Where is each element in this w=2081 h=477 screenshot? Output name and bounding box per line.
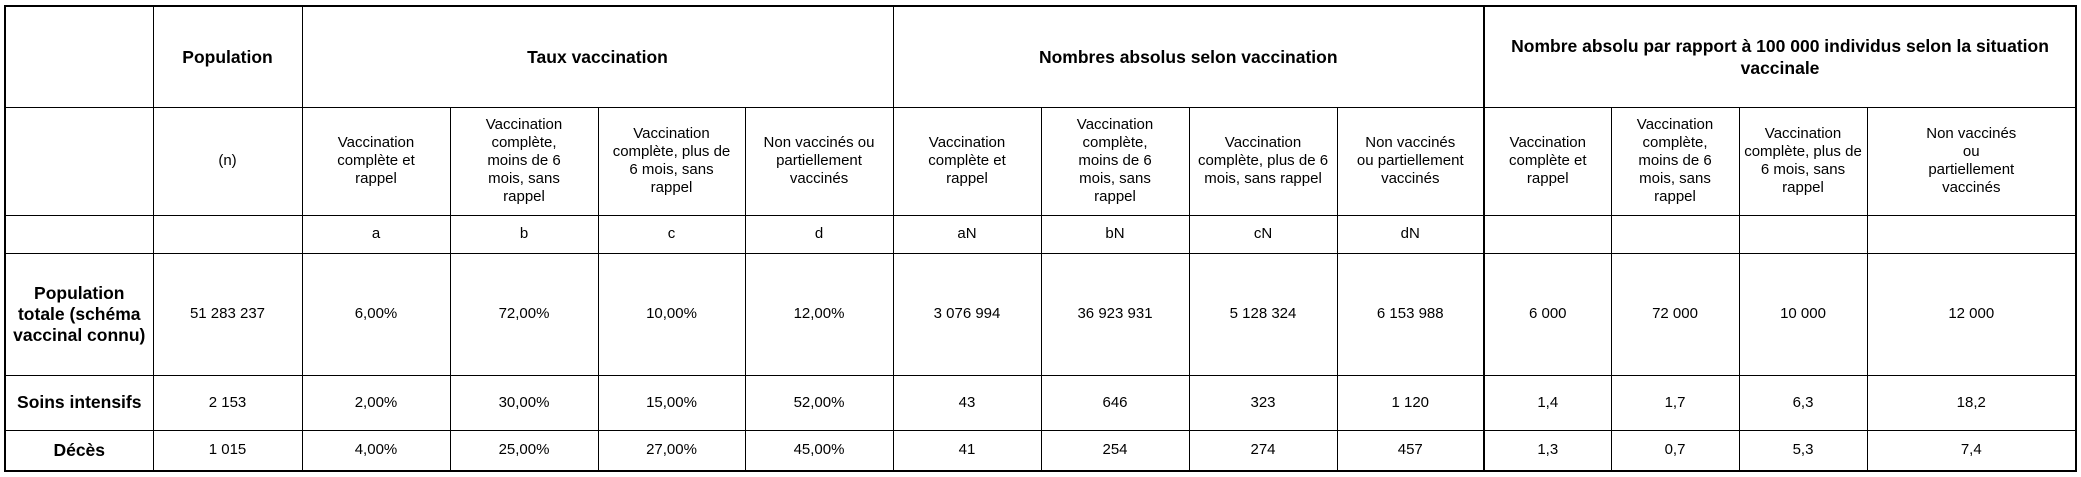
subheader-taux-d: Non vaccinés ou partiellement vaccinés: [745, 107, 893, 215]
per100k-c-value: 6,3: [1739, 375, 1867, 430]
subheader-taux-b: Vaccination complète, moins de 6 mois, sans rappel: [450, 107, 598, 215]
per100k-a-value: 1,4: [1484, 375, 1611, 430]
taux-a-value: 6,00%: [302, 253, 450, 375]
header-population: Population: [153, 6, 302, 107]
corner-cell: [5, 107, 153, 215]
population-value: 1 015: [153, 430, 302, 471]
nombre-b-value: 36 923 931: [1041, 253, 1189, 375]
subheader-per100k-a: Vaccination complète et rappel: [1484, 107, 1611, 215]
code-empty: [1611, 215, 1739, 253]
nombre-b-value: 646: [1041, 375, 1189, 430]
vaccination-table: [4, 5, 2077, 472]
per100k-d-value: 7,4: [1867, 430, 2076, 471]
subheader-nombres-d: Non vaccinés ou partiellement vaccinés: [1337, 107, 1484, 215]
subheader-per100k-c: Vaccination complète, plus de 6 mois, sans rappel: [1739, 107, 1867, 215]
code-dN: dN: [1337, 215, 1484, 253]
taux-a-value: 2,00%: [302, 375, 450, 430]
taux-d-value: 52,00%: [745, 375, 893, 430]
per100k-b-value: 0,7: [1611, 430, 1739, 471]
code-empty: [1867, 215, 2076, 253]
nombre-a-value: 41: [893, 430, 1041, 471]
subheader-per100k-d: Non vaccinés ou partiellement vaccinés: [1867, 107, 2076, 215]
per100k-d-value: 18,2: [1867, 375, 2076, 430]
population-value: 51 283 237: [153, 253, 302, 375]
nombre-d-value: 457: [1337, 430, 1484, 471]
taux-d-value: 45,00%: [745, 430, 893, 471]
row-label: Population totale (schéma vaccinal connu): [5, 253, 153, 375]
code-empty: [1739, 215, 1867, 253]
per100k-b-value: 72 000: [1611, 253, 1739, 375]
code-empty: [1484, 215, 1611, 253]
nombre-c-value: 323: [1189, 375, 1337, 430]
per100k-b-value: 1,7: [1611, 375, 1739, 430]
nombre-d-value: 1 120: [1337, 375, 1484, 430]
taux-c-value: 10,00%: [598, 253, 745, 375]
table-row: [5, 375, 2076, 430]
taux-b-value: 30,00%: [450, 375, 598, 430]
subheader-nombres-b: Vaccination complète, moins de 6 mois, sans rappel: [1041, 107, 1189, 215]
table-row: [5, 253, 2076, 375]
per100k-a-value: 1,3: [1484, 430, 1611, 471]
subheader-nombres-a: Vaccination complète et rappel: [893, 107, 1041, 215]
code-b: b: [450, 215, 598, 253]
nombre-c-value: 5 128 324: [1189, 253, 1337, 375]
subheader-nombres-c: Vaccination complète, plus de 6 mois, sans rappel: [1189, 107, 1337, 215]
header-per-100k: Nombre absolu par rapport à 100 000 individus selon la situation vaccinale: [1484, 6, 2076, 107]
per100k-d-value: 12 000: [1867, 253, 2076, 375]
code-d: d: [745, 215, 893, 253]
row-label: Soins intensifs: [5, 375, 153, 430]
taux-d-value: 12,00%: [745, 253, 893, 375]
per100k-a-value: 6 000: [1484, 253, 1611, 375]
subheader-row: [5, 107, 2076, 215]
header-nombres-absolus: Nombres absolus selon vaccination: [893, 6, 1484, 107]
header-taux-vaccination: Taux vaccination: [302, 6, 893, 107]
empty-cell: [153, 215, 302, 253]
taux-b-value: 72,00%: [450, 253, 598, 375]
subheader-n: (n): [153, 107, 302, 215]
row-label: Décès: [5, 430, 153, 471]
taux-c-value: 27,00%: [598, 430, 745, 471]
corner-cell: [5, 6, 153, 107]
code-a: a: [302, 215, 450, 253]
subheader-per100k-b: Vaccination complète, moins de 6 mois, sans rappel: [1611, 107, 1739, 215]
subheader-taux-c: Vaccination complète, plus de 6 mois, sans rappel: [598, 107, 745, 215]
code-row: [5, 215, 2076, 253]
nombre-c-value: 274: [1189, 430, 1337, 471]
code-c: c: [598, 215, 745, 253]
nombre-a-value: 3 076 994: [893, 253, 1041, 375]
taux-a-value: 4,00%: [302, 430, 450, 471]
code-aN: aN: [893, 215, 1041, 253]
code-bN: bN: [1041, 215, 1189, 253]
nombre-a-value: 43: [893, 375, 1041, 430]
taux-c-value: 15,00%: [598, 375, 745, 430]
nombre-b-value: 254: [1041, 430, 1189, 471]
group-header-row: [5, 6, 2076, 107]
code-cN: cN: [1189, 215, 1337, 253]
nombre-d-value: 6 153 988: [1337, 253, 1484, 375]
corner-cell: [5, 215, 153, 253]
taux-b-value: 25,00%: [450, 430, 598, 471]
subheader-taux-a: Vaccination complète et rappel: [302, 107, 450, 215]
table-row: [5, 430, 2076, 471]
per100k-c-value: 5,3: [1739, 430, 1867, 471]
per100k-c-value: 10 000: [1739, 253, 1867, 375]
population-value: 2 153: [153, 375, 302, 430]
